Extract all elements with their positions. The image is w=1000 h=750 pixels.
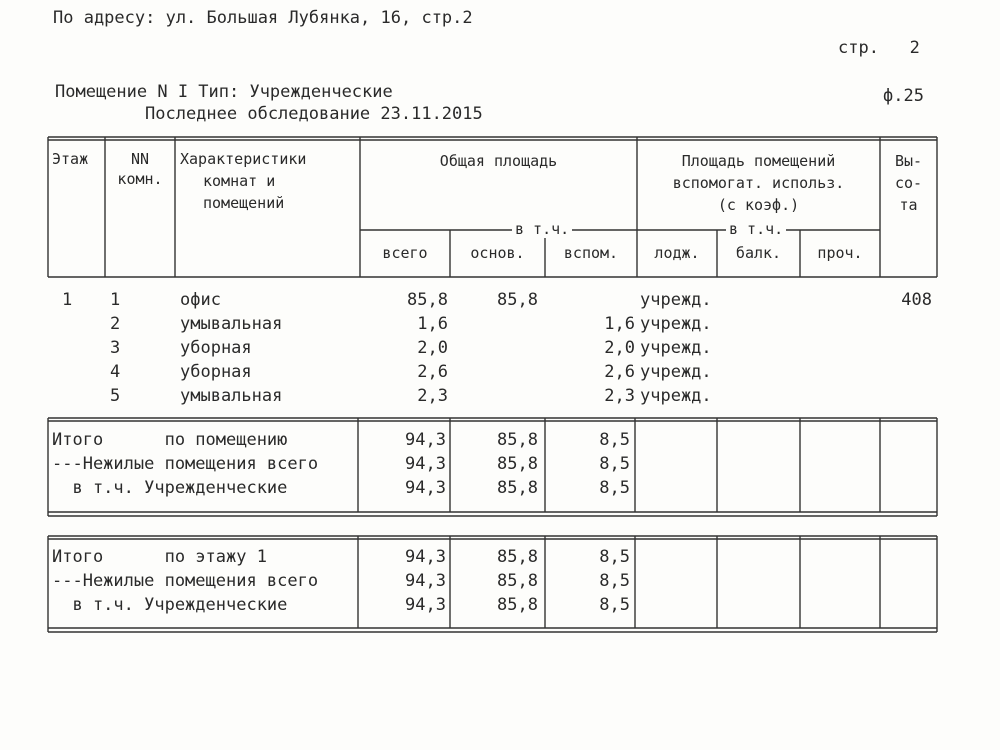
summary-total: 94,3 [405,430,446,450]
summary-aux: 8,5 [599,571,630,591]
col-height-3: та [899,196,918,214]
summary-label: в т.ч. Учрежденческие [52,595,288,615]
page-number: стр. 2 [838,38,920,58]
summary-total: 94,3 [405,547,446,567]
row-total: 2,6 [417,362,448,382]
col-characteristics-2: комнат и [203,172,276,190]
summary-total: 94,3 [405,571,446,591]
col-characteristics-1: Характеристики [180,150,307,168]
row-height: 408 [901,290,932,310]
address-line: По адресу: ул. Большая Лубянка, 16, стр.2 [53,8,473,28]
row-aux: 2,3 [604,386,635,406]
premise-line: Помещение N I Тип: Учрежденческие [55,82,393,102]
row-floor: 1 [62,290,73,310]
summary-total: 94,3 [405,454,446,474]
summary-main: 85,8 [497,430,538,450]
row-room: 4 [110,362,121,382]
row-name: офис [180,290,221,310]
summary-label: Итого по этажу 1 [52,547,267,567]
row-room: 1 [110,290,121,310]
col-total: всего [382,244,428,262]
summary-aux: 8,5 [599,454,630,474]
col-aux-area-3: (с коэф.) [717,196,800,214]
row-name: уборная [180,362,252,382]
row-purpose: учрежд. [640,338,712,358]
col-floor: Этаж [52,150,89,168]
summary-aux: 8,5 [599,547,630,567]
summary-label: Итого по помещению [52,430,288,450]
row-name: умывальная [180,314,283,334]
row-room: 2 [110,314,121,334]
row-purpose: учрежд. [640,314,712,334]
summary-label: ---Нежилые помещения всего [52,571,319,591]
row-name: уборная [180,338,252,358]
summary-aux: 8,5 [599,478,630,498]
col-room-no-1: NN [130,150,150,168]
row-aux: 2,0 [604,338,635,358]
row-aux: 2,6 [604,362,635,382]
summary-main: 85,8 [497,547,538,567]
survey-date: Последнее обследование 23.11.2015 [145,104,483,124]
row-purpose: учрежд. [640,362,712,382]
row-total: 85,8 [407,290,448,310]
col-height-1: Вы- [894,152,923,170]
row-purpose: учрежд. [640,386,712,406]
col-balcony: балк. [735,244,782,262]
col-incl: в т.ч. [512,220,572,238]
col-characteristics-3: помещений [203,194,285,212]
col-other: проч. [817,244,863,262]
row-main: 85,8 [497,290,538,310]
summary-aux: 8,5 [599,430,630,450]
form-number: ф.25 [883,86,924,106]
col-total-area: Общая площадь [439,152,558,170]
col-aux-area-1: Площадь помещений [681,152,836,170]
summary-main: 85,8 [497,595,538,615]
col-incl-2: в т.ч. [726,220,786,238]
summary-label: в т.ч. Учрежденческие [52,478,288,498]
col-height-2: со- [894,174,923,192]
row-name: умывальная [180,386,283,406]
summary-main: 85,8 [497,571,538,591]
summary-main: 85,8 [497,454,538,474]
row-total: 2,0 [417,338,448,358]
row-purpose: учрежд. [640,290,712,310]
summary-total: 94,3 [405,478,446,498]
row-room: 3 [110,338,121,358]
summary-total: 94,3 [405,595,446,615]
row-total: 1,6 [417,314,448,334]
col-loggia: лодж. [654,244,700,262]
summary-aux: 8,5 [599,595,630,615]
col-aux-area-2: вспомогат. использ. [672,174,845,192]
row-room: 5 [110,386,121,406]
row-total: 2,3 [417,386,448,406]
col-aux: вспом. [563,244,619,262]
row-aux: 1,6 [604,314,635,334]
summary-main: 85,8 [497,478,538,498]
col-room-no-2: комн. [117,170,163,188]
summary-label: ---Нежилые помещения всего [52,454,319,474]
col-main: основ. [470,244,525,262]
